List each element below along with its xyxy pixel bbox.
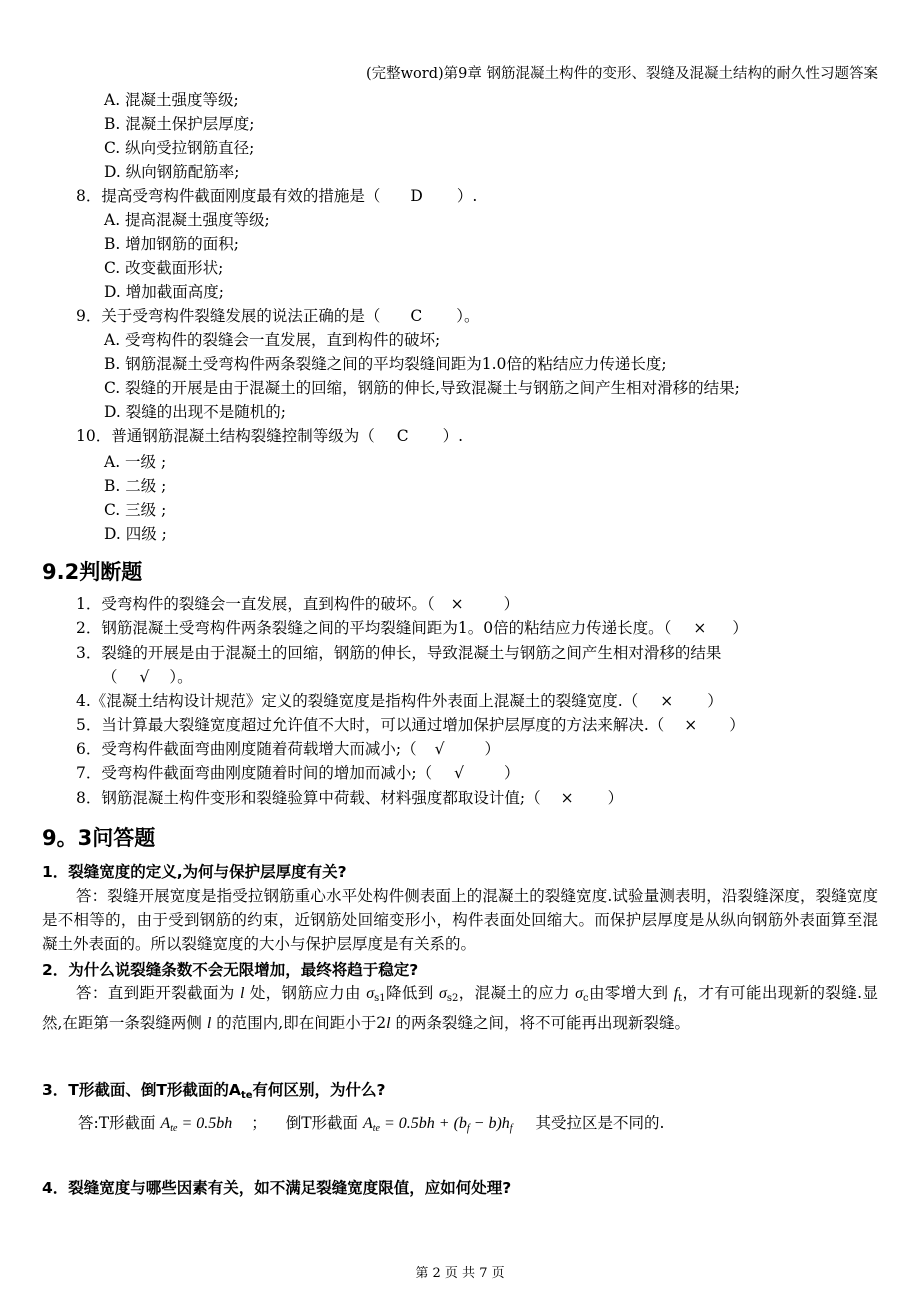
page-footer: 第 2 页 共 7 页 bbox=[415, 1266, 505, 1281]
q10-answer: C bbox=[396, 427, 409, 445]
q7-option-b: B. 混凝土保护层厚度; bbox=[104, 115, 255, 133]
q10-option-b: B. 二级 ; bbox=[104, 477, 167, 495]
q9-answer: C bbox=[410, 307, 423, 325]
q9-question: 9．关于受弯构件裂缝发展的说法正确的是（ C ）。 bbox=[76, 304, 480, 328]
q9-option-d: D. 裂缝的出现不是随机的; bbox=[104, 403, 286, 421]
section-title-qa: 9。3问答题 bbox=[42, 826, 156, 850]
tf-item: 4.《混凝土结构设计规范》定义的裂缝宽度是指构件外表面上混凝土的裂缝宽度.（ × ） bbox=[76, 692, 723, 710]
q10-question: 10．普通钢筋混凝土结构裂缝控制等级为（ C ）. bbox=[76, 424, 463, 448]
q7-option-c: C. 纵向受拉钢筋直径; bbox=[104, 139, 255, 157]
q8-option-d: D. 增加截面高度; bbox=[104, 283, 224, 301]
tf-item: 6．受弯构件截面弯曲刚度随着荷载增大而减小;（ √ ） bbox=[76, 740, 500, 758]
q9-option-c: C. 裂缝的开展是由于混凝土的回缩，钢筋的伸长,导致混凝土与钢筋之间产生相对滑移的结果; bbox=[104, 379, 740, 397]
qa-answer-2: 答：直到距开裂截面为 l 处，钢筋应力由 $\sigma_{s1}$降低到 $\sigma_{s2}$，混凝土的应力 $\sigma_c$由零增大到 $f_t$，才有可能出现新的裂缝.显然,在距第一条裂缝两侧 l 的范围内,即在间距小于2l 的两条裂缝之间，将不可能再出现新裂缝。 bbox=[42, 984, 878, 1032]
tf-item: 7．受弯构件截面弯曲刚度随着时间的增加而减小;（ √ ） bbox=[76, 764, 520, 782]
q7-option-d: D. 纵向钢筋配筋率; bbox=[104, 163, 240, 181]
qa-answer-3: 答:T形截面 $A_{te} = 0.5bh$ ； 倒T形截面 $A_{te} = 0.5bh + (b_f - b)h_f$ 其受拉区是不同的. bbox=[78, 1114, 665, 1134]
q10-option-c: C. 三级 ; bbox=[104, 501, 167, 519]
q8-answer: D bbox=[410, 187, 423, 205]
q9-option-a: A. 受弯构件的裂缝会一直发展，直到构件的破坏; bbox=[104, 331, 441, 349]
q7-option-a: A. 混凝土强度等级; bbox=[104, 91, 239, 109]
formula-inverted-t-section: $A_{te} = 0.5bh + (b_f - b)h_f$ bbox=[362, 1115, 513, 1134]
tf-item: 2．钢筋混凝土受弯构件两条裂缝之间的平均裂缝间距为1。0倍的粘结应力传递长度。（ × ） bbox=[76, 619, 748, 637]
qa-answer-1: 答：裂缝开展宽度是指受拉钢筋重心水平处构件侧表面上的混凝土的裂缝宽度.试验量测表明，沿裂缝深度，裂缝宽度是不相等的，由于受到钢筋的约束，近钢筋处回缩变形小，构件表面处回缩大。而保护层厚度是从纵向钢筋外表面算至混凝土外表面的。所以裂缝宽度的大小与保护层厚度是有关系的。 bbox=[42, 887, 878, 953]
qa-question-1: 1．裂缝宽度的定义,为何与保护层厚度有关? bbox=[42, 863, 347, 881]
tf-item: 1．受弯构件的裂缝会一直发展，直到构件的破坏。（ × ） bbox=[76, 595, 520, 613]
tf-item: 8．钢筋混凝土构件变形和裂缝验算中荷载、材料强度都取设计值;（ × ） bbox=[76, 789, 624, 807]
qa-question-2: 2．为什么说裂缝条数不会无限增加，最终将趋于稳定? bbox=[42, 961, 419, 979]
q8-option-a: A. 提高混凝土强度等级; bbox=[104, 211, 270, 229]
tf-item: 5．当计算最大裂缝宽度超过允许值不大时，可以通过增加保护层厚度的方法来解决.（ × ） bbox=[76, 716, 745, 734]
tf-item: 3．裂缝的开展是由于混凝土的回缩，钢筋的伸长，导致混凝土与钢筋之间产生相对滑移的结果 bbox=[76, 644, 722, 662]
page-header: (完整word)第9章 钢筋混凝土构件的变形、裂缝及混凝土结构的耐久性习题答案 bbox=[365, 66, 878, 82]
section-title-true-false: 9.2判断题 bbox=[42, 560, 143, 584]
q8-option-c: C. 改变截面形状; bbox=[104, 259, 224, 277]
qa-question-4: 4．裂缝宽度与哪些因素有关，如不满足裂缝宽度限值，应如何处理? bbox=[42, 1179, 512, 1197]
qa-question-3: 3．T形截面、倒T形截面的$A_{te}$有何区别，为什么? bbox=[42, 1081, 386, 1101]
q10-option-a: A. 一级 ; bbox=[104, 453, 167, 471]
q9-option-b: B. 钢筋混凝土受弯构件两条裂缝之间的平均裂缝间距为1.0倍的粘结应力传递长度; bbox=[104, 355, 667, 373]
formula-t-section: $A_{te} = 0.5bh$ bbox=[160, 1115, 233, 1134]
q8-option-b: B. 增加钢筋的面积; bbox=[104, 235, 239, 253]
tf-item-continuation: （ √ ）。 bbox=[102, 668, 193, 686]
q10-option-d: D. 四级 ; bbox=[104, 525, 167, 543]
q8-question: 8．提高受弯构件截面刚度最有效的措施是（ D ）. bbox=[76, 184, 477, 208]
